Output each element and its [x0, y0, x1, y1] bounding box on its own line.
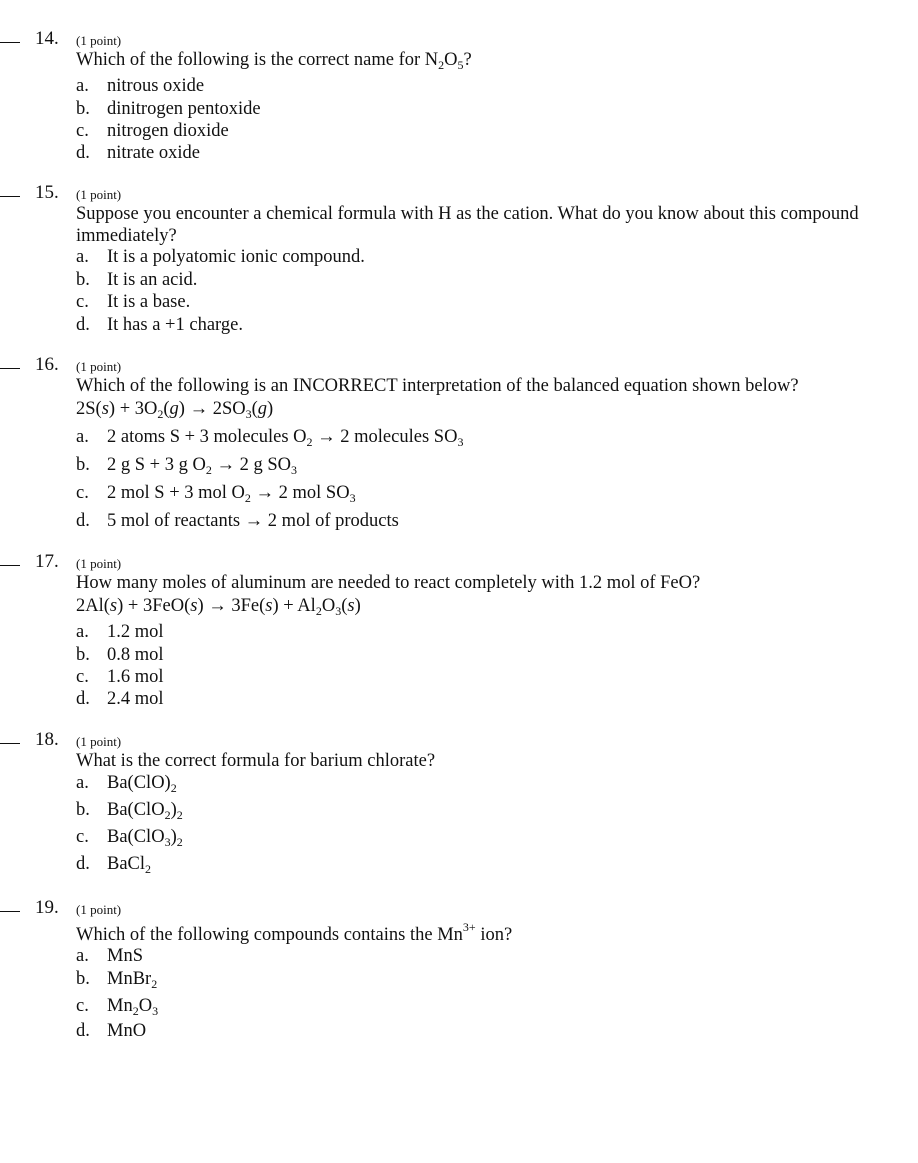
answer-blank[interactable]	[0, 196, 20, 197]
point-value: (1 point)	[76, 734, 122, 749]
question-number: 15.	[35, 182, 59, 203]
choice-a[interactable]: a. It is a polyatomic ionic compound.	[76, 247, 365, 267]
question-number: 14.	[35, 28, 59, 49]
answer-blank[interactable]	[0, 743, 20, 744]
question-stem: Which of the following compounds contains the $Mn^{3+}$ ion?	[76, 920, 513, 945]
choice-c[interactable]: c. $Ba(ClO_3)_2$	[76, 827, 183, 849]
choice-b[interactable]: b. 0.8 mol	[76, 645, 164, 665]
question-number: 19.	[35, 897, 59, 918]
point-value: (1 point)	[76, 33, 122, 48]
question-stem: What is the correct formula for barium chlorate?	[76, 751, 436, 771]
answer-blank[interactable]	[0, 368, 20, 369]
answer-blank[interactable]	[0, 565, 20, 566]
question-stem: Which of the following is an INCORRECT interpretation of the balanced equation shown below?	[76, 376, 799, 396]
choice-a[interactable]: a. nitrous oxide	[76, 76, 205, 96]
question-stem: Which of the following is the correct name for $N_2O_5$?	[76, 50, 472, 72]
point-value: (1 point)	[76, 902, 122, 917]
choice-d[interactable]: d. It has a +1 charge.	[76, 315, 243, 335]
question-number: 16.	[35, 354, 59, 375]
choice-c[interactable]: c. 1.6 mol	[76, 667, 164, 687]
choice-a[interactable]: a. 2 atoms S + 3 molecules $O_2 \to 2$ molecules $SO_3$	[76, 427, 464, 449]
choice-d[interactable]: d. nitrate oxide	[76, 143, 200, 163]
chemical-equation: $2Al(s) + 3FeO(s) \to 3Fe(s) + Al_2O_3(s)$	[76, 596, 361, 618]
chemical-equation: $2S(s) + 3O_2(g) \to 2SO_3(g)$	[76, 399, 274, 421]
question-number: 17.	[35, 551, 59, 572]
question-stem-line-2: immediately?	[76, 226, 177, 246]
choice-b[interactable]: b. 2 g S + 3 g $O_2 \to 2$ g $SO_3$	[76, 455, 297, 477]
choice-a[interactable]: a. 1.2 mol	[76, 622, 164, 642]
choice-d[interactable]: d. MnO	[76, 1021, 147, 1041]
question-stem: How many moles of aluminum are needed to react completely with 1.2 mol of FeO?	[76, 573, 701, 593]
question-stem-line-1: Suppose you encounter a chemical formula with H as the cation. What do you know about this compound	[76, 204, 859, 224]
choice-b[interactable]: b. MnBr$_2$	[76, 969, 158, 991]
question-number: 18.	[35, 729, 59, 750]
point-value: (1 point)	[76, 556, 122, 571]
choice-d[interactable]: d. 2.4 mol	[76, 689, 164, 709]
choice-b[interactable]: b. It is an acid.	[76, 270, 198, 290]
choice-d[interactable]: d. BaCl$_2$	[76, 854, 152, 876]
choice-a[interactable]: a. $Ba(ClO)_2$	[76, 773, 177, 795]
answer-blank[interactable]	[0, 42, 20, 43]
choice-c[interactable]: c. 2 mol S + 3 mol $O_2 \to 2$ mol $SO_3$	[76, 483, 356, 505]
choice-a[interactable]: a. MnS	[76, 946, 143, 966]
point-value: (1 point)	[76, 359, 122, 374]
point-value: (1 point)	[76, 187, 122, 202]
choice-d[interactable]: d. 5 mol of reactants → 2 mol of products	[76, 511, 399, 531]
choice-c[interactable]: c. nitrogen dioxide	[76, 121, 229, 141]
choice-b[interactable]: b. $Ba(ClO_2)_2$	[76, 800, 183, 822]
choice-c[interactable]: c. It is a base.	[76, 292, 191, 312]
choice-b[interactable]: b. dinitrogen pentoxide	[76, 99, 261, 119]
choice-c[interactable]: c. $Mn_2O_3$	[76, 996, 159, 1018]
answer-blank[interactable]	[0, 911, 20, 912]
